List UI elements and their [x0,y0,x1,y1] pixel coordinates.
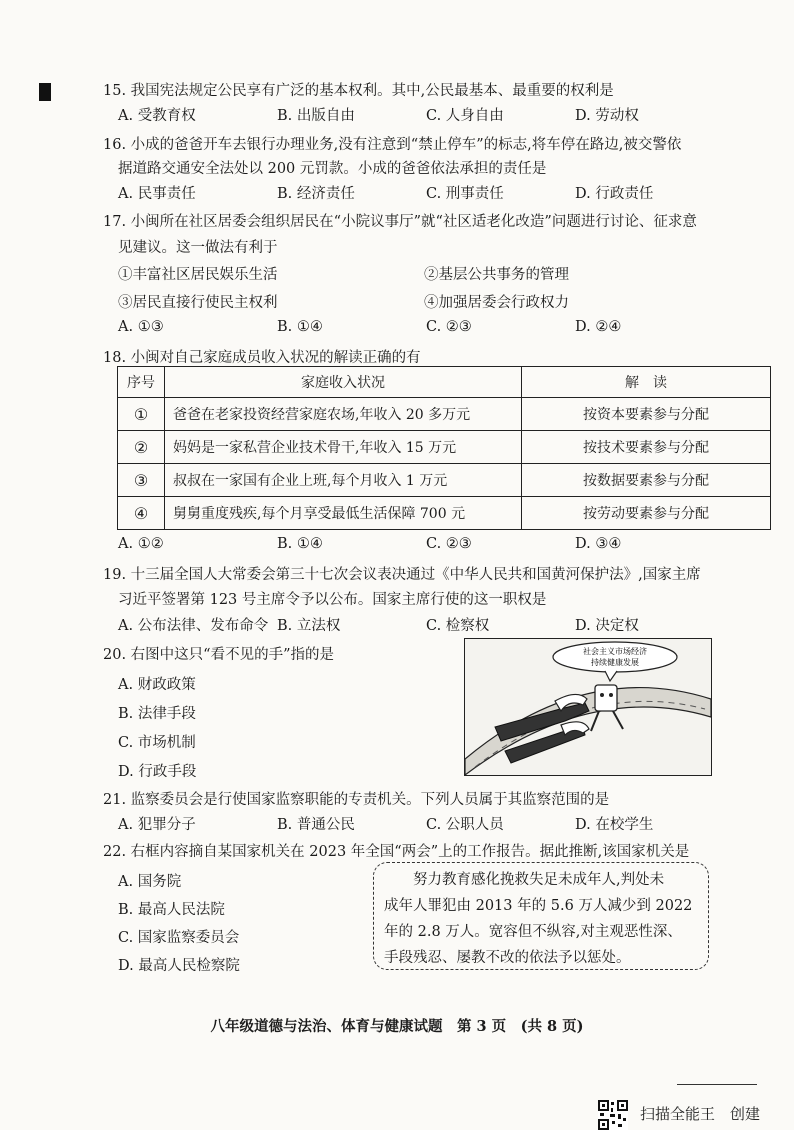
table-header-row [118,367,771,398]
table-row [118,464,771,497]
q19-option-d[interactable]: D. 决定权 [575,618,639,634]
q18-option-c[interactable]: C. ②③ [426,536,472,552]
row-no: ③ [118,464,165,497]
col-header-reading: 解 读 [522,367,771,398]
q15-stem: 15. 我国宪法规定公民享有广泛的基本权利。其中,公民最基本、最重要的权利是 [103,83,614,99]
row-no: ② [118,431,165,464]
col-header-no: 序号 [118,367,165,398]
qr-code-icon [598,1100,628,1130]
col-header-status: 家庭收入状况 [165,367,522,398]
table-row [118,431,771,464]
q15-option-b[interactable]: B. 出版自由 [277,108,355,124]
q17-item-1: ①丰富社区居民娱乐生活 [118,267,278,283]
q18-option-b[interactable]: B. ①④ [277,536,323,552]
q17-stem-line1: 17. 小闽所在社区居委会组织居民在“小院议事厅”就“社区适老化改造”问题进行讨论、征求意 [103,214,697,230]
footer-divider [677,1084,757,1085]
table-row [118,398,771,431]
report-excerpt-box [373,862,709,970]
q18-option-d[interactable]: D. ③④ [575,536,622,552]
q22-stem: 22. 右框内容摘自某国家机关在 2023 年全国“两会”上的工作报告。据此推断,该国家机关是 [103,844,690,860]
quote-line: 年的 2.8 万人。宽容但不纵容,对主观恶性深、 [384,924,682,940]
q21-stem: 21. 监察委员会是行使国家监察职能的专责机关。下列人员属于其监察范围的是 [103,792,610,808]
q17-option-b[interactable]: B. ①④ [277,319,323,335]
q20-stem: 20. 右图中这只“看不见的手”指的是 [103,647,334,663]
cartoon-bubble-line1: 社会主义市场经济 [583,647,647,656]
q21-option-c[interactable]: C. 公职人员 [426,817,504,833]
q22-option-d[interactable]: D. 最高人民检察院 [118,958,240,974]
q17-item-2: ②基层公共事务的管理 [424,267,569,283]
cartoon-bubble-line2: 持续健康发展 [591,658,639,667]
q16-option-d[interactable]: D. 行政责任 [575,186,654,202]
q22-option-b[interactable]: B. 最高人民法院 [118,902,225,918]
q15-option-a[interactable]: A. 受教育权 [118,108,196,124]
q19-stem-line1: 19. 十三届全国人大常委会第三十七次会议表决通过《中华人民共和国黄河保护法》,国家主席 [103,567,701,583]
q22-option-a[interactable]: A. 国务院 [118,874,182,890]
q18-option-a[interactable]: A. ①② [118,536,164,552]
row-reading: 按劳动要素参与分配 [522,497,771,530]
row-reading: 按资本要素参与分配 [522,398,771,431]
q20-option-b[interactable]: B. 法律手段 [118,706,196,722]
scanner-brand: 扫描全能王 创建 [640,1105,761,1123]
row-no: ④ [118,497,165,530]
q16-stem-line2: 据道路交通安全法处以 200 元罚款。小成的爸爸依法承担的责任是 [118,161,547,177]
q22-option-c[interactable]: C. 国家监察委员会 [118,930,240,946]
q16-stem-line1: 16. 小成的爸爸开车去银行办理业务,没有注意到“禁止停车”的标志,将车停在路边,被交警依 [103,137,682,153]
row-status: 叔叔在一家国有企业上班,每个月收入 1 万元 [165,464,522,497]
q20-option-c[interactable]: C. 市场机制 [118,735,196,751]
row-reading: 按数据要素参与分配 [522,464,771,497]
q17-option-c[interactable]: C. ②③ [426,319,472,335]
q21-option-d[interactable]: D. 在校学生 [575,817,654,833]
quote-line: 成年人罪犯由 2013 年的 5.6 万人减少到 2022 [384,898,693,914]
q19-option-a[interactable]: A. 公布法律、发布命令 [118,618,269,634]
q17-item-3: ③居民直接行使民主权利 [118,295,278,311]
q21-option-b[interactable]: B. 普通公民 [277,817,355,833]
q20-option-d[interactable]: D. 行政手段 [118,764,197,780]
quote-line: 努力教育感化挽救失足未成年人,判处未 [413,872,665,888]
q19-option-b[interactable]: B. 立法权 [277,618,341,634]
invisible-hand-cartoon [464,638,712,776]
page-footer: 八年级道德与法治、体育与健康试题 第 3 页 (共 8 页) [210,1018,584,1035]
q16-option-c[interactable]: C. 刑事责任 [426,186,504,202]
q19-option-c[interactable]: C. 检察权 [426,618,490,634]
q18-stem: 18. 小闽对自己家庭成员收入状况的解读正确的有 [103,350,421,366]
q16-option-a[interactable]: A. 民事责任 [118,186,196,202]
q17-stem-line2: 见建议。这一做法有利于 [118,240,278,256]
row-reading: 按技术要素参与分配 [522,431,771,464]
row-status: 爸爸在老家投资经营家庭农场,年收入 20 多万元 [165,398,522,431]
row-status: 舅舅重度残疾,每个月享受最低生活保障 700 元 [165,497,522,530]
row-no: ① [118,398,165,431]
income-table [117,366,771,530]
quote-line: 手段残忍、屡教不改的依法予以惩处。 [384,950,631,966]
row-status: 妈妈是一家私营企业技术骨干,年收入 15 万元 [165,431,522,464]
q21-option-a[interactable]: A. 犯罪分子 [118,817,196,833]
registration-mark [39,83,51,101]
q19-stem-line2: 习近平签署第 123 号主席令予以公布。国家主席行使的这一职权是 [118,592,547,608]
q17-option-d[interactable]: D. ②④ [575,319,622,335]
q16-option-b[interactable]: B. 经济责任 [277,186,355,202]
q17-item-4: ④加强居委会行政权力 [424,295,569,311]
q20-option-a[interactable]: A. 财政政策 [118,677,196,693]
q15-option-d[interactable]: D. 劳动权 [575,108,639,124]
q15-option-c[interactable]: C. 人身自由 [426,108,504,124]
q17-option-a[interactable]: A. ①③ [118,319,164,335]
table-row [118,497,771,530]
